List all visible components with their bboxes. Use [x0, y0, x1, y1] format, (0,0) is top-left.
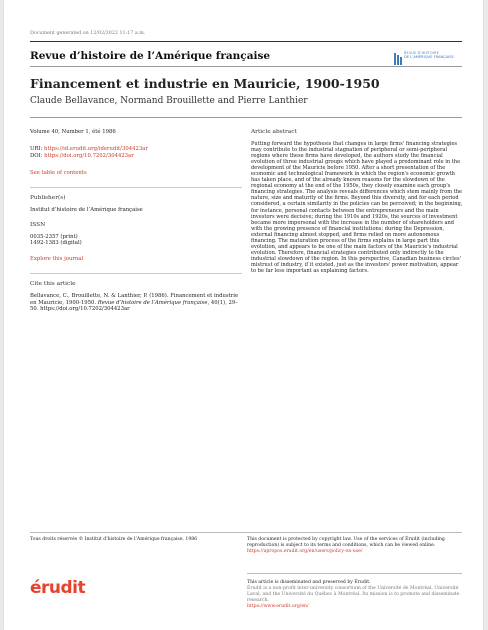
- footer-rule-2: [247, 573, 462, 574]
- article-authors: Claude Bellavance, Normand Brouillette and Pierre Lanthier: [30, 96, 308, 106]
- see-toc-link[interactable]: See table of contents: [30, 170, 87, 176]
- footer-copyright: This document is protected by copyright law. Use of the services of Érudit (including reproduction) is subject to its terms and conditions, which can be viewed online. https://apropos.erudit.org/en/users/policy-on-use/: [247, 537, 462, 555]
- explore-journal-link[interactable]: Explore this journal: [30, 256, 84, 262]
- journal-logo-text: DE L’AMÉRIQUE FRANÇAISE: [404, 55, 454, 59]
- footer-dissemination: This article is disseminated and preserved by Érudit. Érudit is a non-profit inter-university consortium of the Université de Montréal, Université Laval, and the Université du Québec à Montréal. Its mission is to promote and disseminate research. https://www.erudit.org/en/: [247, 580, 462, 610]
- left-rule-1: [30, 187, 242, 188]
- journal-logo: [394, 50, 464, 64]
- journal-rule: [30, 66, 462, 67]
- uri-link[interactable]: https://id.erudit.org/iderudit/304423ar: [44, 146, 148, 152]
- issn-digital: 1492-1383 (digital): [30, 240, 82, 246]
- footer-rule: [30, 532, 462, 533]
- top-rule: [30, 41, 462, 42]
- erudit-logo: érudit: [30, 578, 86, 598]
- doi-link[interactable]: https://doi.org/10.7202/304423ar: [44, 153, 134, 159]
- publisher-name: Institut d’histoire de l’Amérique française: [30, 207, 143, 213]
- issue-info: Volume 40, Number 1, été 1986: [30, 129, 116, 135]
- generation-note: Document generated on 12/02/2022 11:17 a.m.: [30, 31, 146, 36]
- abstract-text: Putting forward the hypothesis that changes in large firms' financing strategies may contribute to the industrial stagnation of peripheral or semi-peripheral regions where these firms have developed, the authors study the financial evolution of three industrial groups which have played a predominant role in the development of the Mauricie before 1950. After a short presentation of the economic and technological framework in which the region's economic growth has taken place, and of the already known reasons for the slowdown of the regional economy at the end of the 1950s, they closely examine each group's financing strategies. The analysis reveals differences which stem mainly from the nature, size and maturity of the firms. Beyond this diversity, and for each period considered, a certain similarity in the policies can be perceived; in the beginning, for instance, personal contacts between the entrepreneurs and the main investors were decisive; during the 1910s and 1920s, the sources of investment became more impersonal with the increase in the number of shareholders and with the growing presence of financial institutions; during the Depression, external financing almost stopped, and firms relied on more autonomous financing. The maturation process of the firms explains in large part this evolution, and appears to be one of the main factors of the Mauricie's industrial evolution. Therefore, financial strategies contributed only indirectly to the industrial slowdown of the region. In this perspective, Canadian business circles' mistrust of industry, if it existed, just as the investors' power motivation, appear to be far less important as explaining factors.: [251, 141, 463, 274]
- policy-link[interactable]: https://apropos.erudit.org/en/users/policy-on-use/: [247, 549, 363, 554]
- erudit-url-link[interactable]: https://www.erudit.org/en/: [247, 604, 309, 609]
- abstract-heading: Article abstract: [251, 129, 297, 135]
- journal-logo-text-small: REVUE D’HISTOIRE: [404, 51, 440, 55]
- issn-print: 0035-2357 (print): [30, 234, 78, 240]
- journal-logo-mark-icon: [394, 53, 403, 65]
- issn-heading: ISSN: [30, 222, 46, 228]
- article-title: Financement et industrie en Mauricie, 1900-1950: [30, 76, 380, 91]
- publisher-heading: Publisher(s): [30, 195, 66, 201]
- uri-line: URI: https://id.erudit.org/iderudit/304423ar: [30, 146, 148, 152]
- left-rule-2: [30, 273, 242, 274]
- footer-rights: Tous droits réservés © Institut d’histoire de l’Amérique française, 1986: [30, 537, 198, 542]
- doi-line: DOI: https://doi.org/10.7202/304423ar: [30, 153, 134, 159]
- citation-text: Bellavance, C., Brouillette, N. & Lanthier, P. (1986). Financement et industrie en Mauricie, 1900-1950. Revue d’histoire de l’Amérique française, 40(1), 29–50. https://doi.org/10.7202/304423ar: [30, 293, 239, 313]
- journal-title: Revue d’histoire de l’Amérique française: [30, 50, 271, 62]
- main-rule: [30, 117, 462, 118]
- document-page: [4, 0, 483, 630]
- cite-heading: Cite this article: [30, 281, 76, 287]
